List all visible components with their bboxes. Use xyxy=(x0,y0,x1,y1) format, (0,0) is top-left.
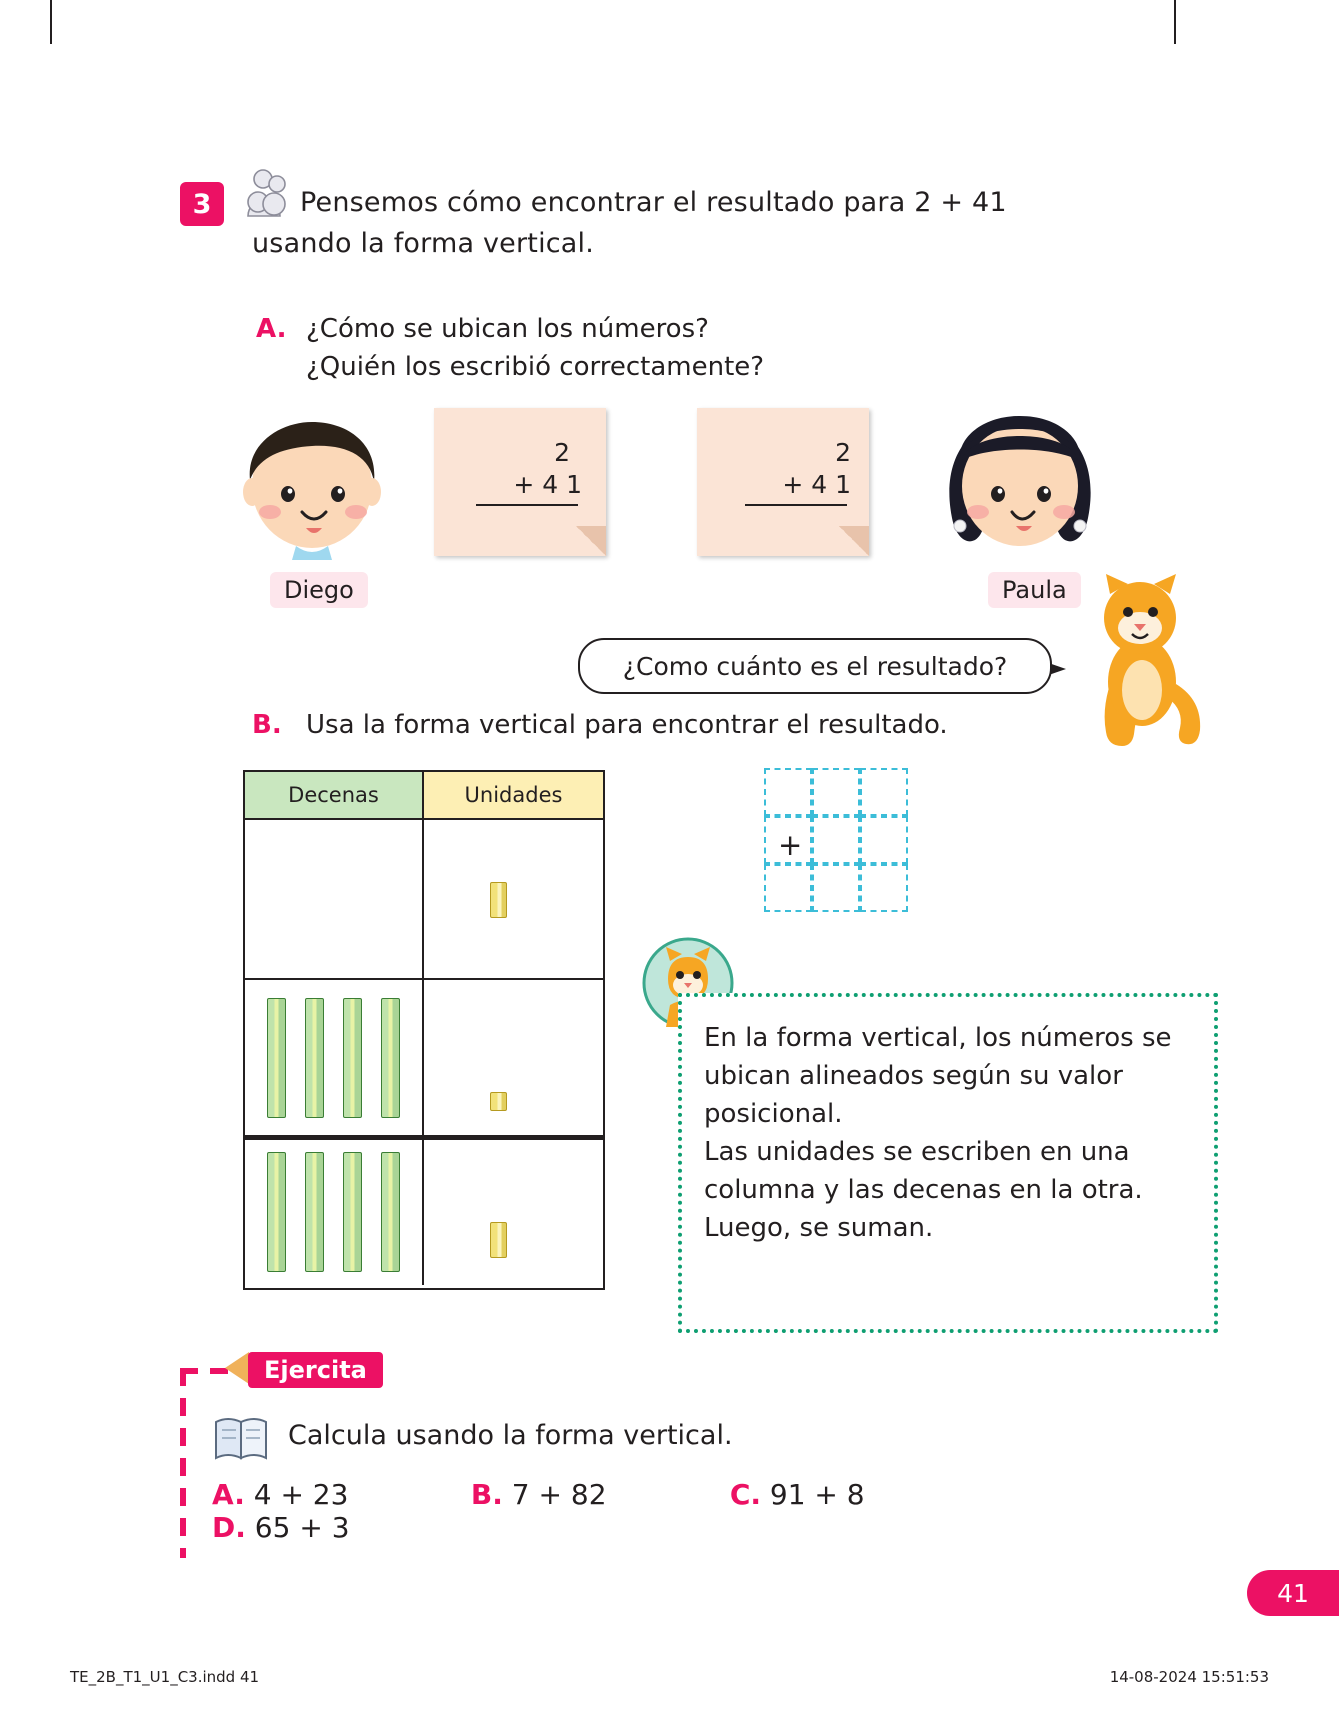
unit-cube xyxy=(490,1092,507,1111)
footer-file-info: TE_2B_T1_U1_C3.indd 41 xyxy=(70,1668,260,1686)
note-paula-top: 2 xyxy=(835,438,851,467)
ten-rod xyxy=(381,998,400,1118)
cell-ones xyxy=(424,980,603,1135)
header-decenas: Decenas xyxy=(245,772,424,820)
ejercita-items xyxy=(212,1478,1212,1544)
note-paula-rule xyxy=(745,504,847,506)
info-box xyxy=(678,993,1218,1333)
name-label-diego: Diego xyxy=(270,572,368,608)
unit-cube xyxy=(490,882,507,918)
part-b xyxy=(252,710,1152,740)
plus-operator: + xyxy=(778,828,803,862)
crop-mark-top-right xyxy=(1174,0,1176,44)
item-a-label: A. xyxy=(212,1478,245,1511)
grid-cell[interactable] xyxy=(812,816,860,864)
grid-cell[interactable] xyxy=(860,816,908,864)
item-c-expr: 91 + 8 xyxy=(769,1478,865,1511)
info-paragraph-2: Las unidades se escriben en una columna y las decenas en la otra. xyxy=(704,1137,1143,1205)
name-label-paula: Paula xyxy=(988,572,1081,608)
item-d-expr: 65 + 3 xyxy=(254,1511,350,1544)
part-b-text: Usa la forma vertical para encontrar el resultado. xyxy=(306,710,948,740)
cell-ones xyxy=(424,820,603,978)
unit-cube xyxy=(490,1222,507,1258)
note-paula xyxy=(697,408,869,556)
grid-cell[interactable] xyxy=(764,768,812,816)
grid-cell[interactable] xyxy=(812,864,860,912)
part-a-letter: A. xyxy=(256,314,287,344)
note-corner-fold xyxy=(576,526,606,556)
ejercita-instruction: Calcula usando la forma vertical. xyxy=(288,1420,733,1451)
ejercita-tag: Ejercita xyxy=(248,1352,383,1388)
part-a-line1: ¿Cómo se ubican los números? xyxy=(306,314,709,344)
ten-rod xyxy=(267,1152,286,1272)
page-number: 41 xyxy=(1247,1570,1339,1616)
note-diego xyxy=(434,408,606,556)
info-paragraph-3: Luego, se suman. xyxy=(704,1213,934,1243)
note-corner-fold xyxy=(839,526,869,556)
grid-cell[interactable] xyxy=(860,768,908,816)
part-b-letter: B. xyxy=(252,710,282,740)
place-value-table xyxy=(243,770,605,1290)
cell-tens xyxy=(245,980,424,1135)
ten-rod xyxy=(343,1152,362,1272)
table-row xyxy=(245,820,603,980)
note-diego-top: 2 xyxy=(554,438,570,467)
open-book-icon xyxy=(212,1412,270,1466)
grid-cell[interactable] xyxy=(764,864,812,912)
footer-timestamp: 14-08-2024 15:51:53 xyxy=(1109,1668,1269,1686)
cell-tens xyxy=(245,820,424,978)
header-unidades: Unidades xyxy=(424,772,603,820)
cell-ones xyxy=(424,1140,603,1285)
item-a-expr: 4 + 23 xyxy=(253,1478,349,1511)
part-a xyxy=(256,310,1136,386)
table-header-row xyxy=(245,772,603,820)
note-paula-bottom: + 4 1 xyxy=(782,470,851,499)
item-d-label: D. xyxy=(212,1511,246,1544)
cell-tens xyxy=(245,1140,424,1285)
task-number-badge: 3 xyxy=(180,182,224,226)
grid-cell[interactable] xyxy=(860,864,908,912)
avatar-diego xyxy=(228,400,396,560)
avatar-paula xyxy=(930,398,1110,566)
ten-rod xyxy=(381,1152,400,1272)
table-row xyxy=(245,980,603,1140)
item-b-label: B. xyxy=(470,1478,503,1511)
pencil-icon xyxy=(225,1352,249,1384)
ten-rod xyxy=(305,998,324,1118)
grid-cell[interactable] xyxy=(812,768,860,816)
ten-rod xyxy=(267,998,286,1118)
note-diego-bottom: + 4 1 xyxy=(513,470,582,499)
part-a-line2: ¿Quién los escribió correctamente? xyxy=(306,352,765,382)
ejercita-dashed-line xyxy=(180,1368,186,1558)
note-diego-rule xyxy=(476,504,578,506)
crop-mark-top-left xyxy=(50,0,52,44)
task-instruction: Pensemos cómo encontrar el resultado para 2 + 41 usando la forma vertical. xyxy=(252,187,1007,259)
ten-rod xyxy=(305,1152,324,1272)
info-paragraph-1: En la forma vertical, los números se ubican alineados según su valor posicional. xyxy=(704,1023,1172,1129)
speech-bubble: ¿Como cuánto es el resultado? xyxy=(578,638,1052,694)
ten-rod xyxy=(343,998,362,1118)
item-b-expr: 7 + 82 xyxy=(511,1478,607,1511)
table-row xyxy=(245,1140,603,1285)
item-c-label: C. xyxy=(729,1478,761,1511)
